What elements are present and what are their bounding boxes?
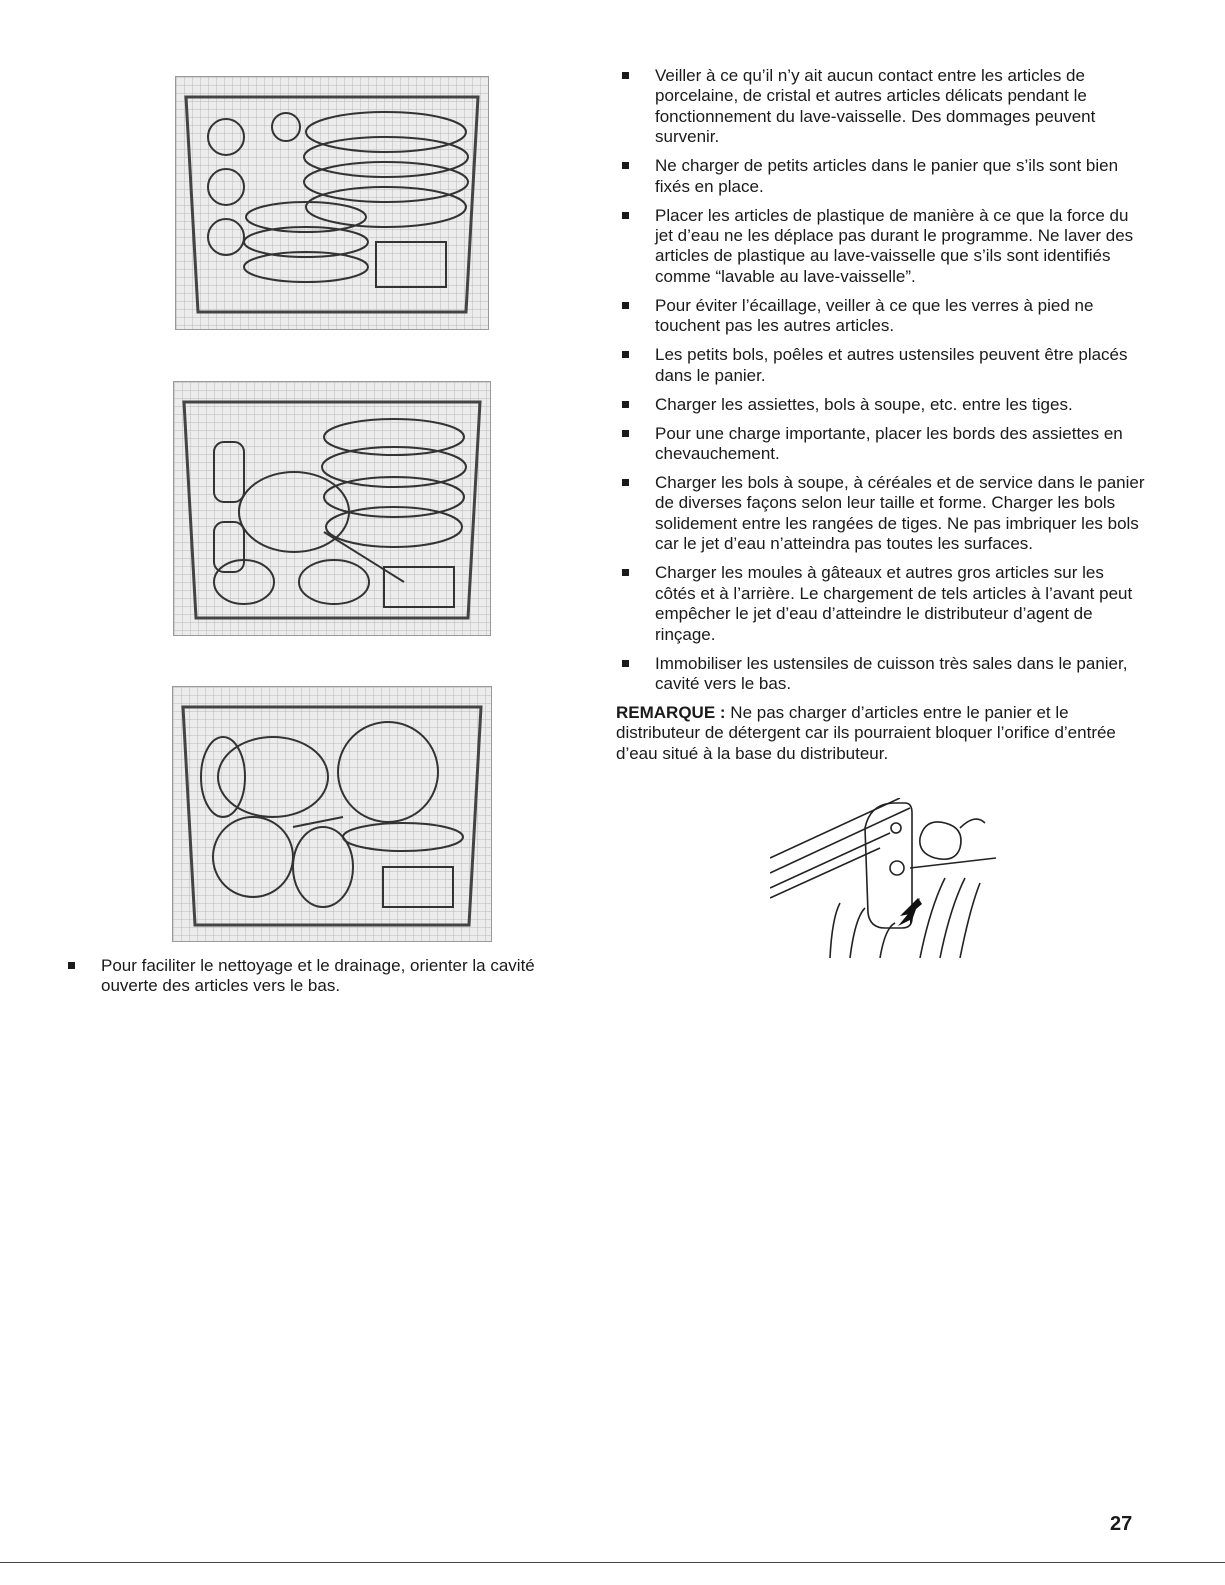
- list-item: Ne charger de petits articles dans le panier que s’ils sont bien fixés en place.: [616, 156, 1146, 197]
- basket-pots-illustration: [174, 382, 490, 635]
- page-number: 27: [1110, 1513, 1133, 1535]
- bottom-divider: [0, 1562, 1225, 1563]
- list-item: Placer les articles de plastique de manière à ce que la force du jet d’eau ne les déplace pas durant le programme. Ne laver des articles de plastique au lave-vaisselle que s’ils sont identifiés comme “lavable au lave-vaisselle”.: [616, 206, 1146, 288]
- basket-plates-figure: [175, 76, 489, 330]
- list-item: Immobiliser les ustensiles de cuisson très sales dans le panier, cavité vers le bas.: [616, 654, 1146, 695]
- list-item: Pour une charge importante, placer les bords des assiettes en chevauchement.: [616, 424, 1146, 465]
- list-item: Pour éviter l’écaillage, veiller à ce que les verres à pied ne touchent pas les autres articles.: [616, 296, 1146, 337]
- left-column-bottom: [62, 956, 562, 1005]
- note-paragraph: [616, 703, 1146, 764]
- right-column: [616, 66, 1146, 764]
- list-item: Pour faciliter le nettoyage et le drainage, orienter la cavité ouverte des articles vers le bas.: [62, 956, 562, 997]
- list-item: Charger les moules à gâteaux et autres gros articles sur les côtés et à l’arrière. Le chargement de tels articles à l’avant peut empêcher le jet d’eau d’atteindre le distributeur d’agent de rinçage.: [616, 563, 1146, 645]
- list-item: Charger les bols à soupe, à céréales et de service dans le panier de diverses façons selon leur taille et forme. Charger les bols solidement entre les rangées de tiges. Ne pas imbriquer les bols car le jet d’eau n’atteindra pas toutes les surfaces.: [616, 473, 1146, 555]
- note-text: Ne pas charger d’articles entre le panier et le distributeur de détergent car ils pourraient bloquer l’orifice d’entrée d’eau situé à la base du distributeur.: [616, 702, 1116, 763]
- list-item: Veiller à ce qu’il n’y ait aucun contact entre les articles de porcelaine, de cristal et autres articles délicats pendant le fonctionnement du lave-vaisselle. Des dommages peuvent survenir.: [616, 66, 1146, 148]
- drainage-tip-list: [62, 956, 562, 997]
- note-label: REMARQUE :: [616, 702, 726, 722]
- list-item: Les petits bols, poêles et autres ustensiles peuvent être placés dans le panier.: [616, 345, 1146, 386]
- dispenser-figure: [770, 798, 996, 960]
- loading-tips-list: [616, 66, 1146, 694]
- basket-pots-figure: [173, 381, 491, 636]
- basket-plates-illustration: [176, 77, 488, 329]
- list-item: Charger les assiettes, bols à soupe, etc. entre les tiges.: [616, 395, 1146, 415]
- basket-cookware-illustration: [173, 687, 491, 941]
- dispenser-illustration: [770, 798, 996, 960]
- basket-cookware-figure: [172, 686, 492, 942]
